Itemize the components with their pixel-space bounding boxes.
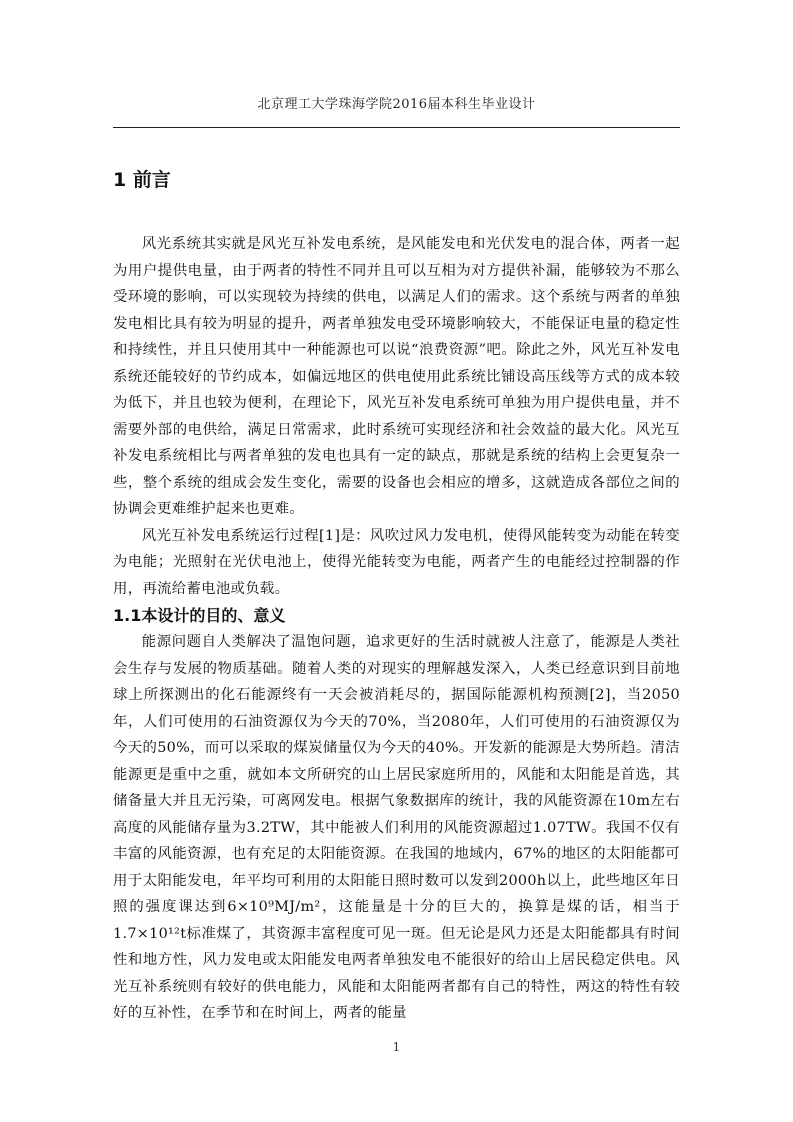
section-heading: 1 前言 bbox=[113, 169, 171, 191]
page-number: 1 bbox=[392, 1040, 401, 1054]
document-body bbox=[113, 160, 680, 1027]
paragraph-purpose: 能源问题自人类解决了温饱问题，追求更好的生活时就被人注意了，能源是人类社会生存与发展的物质基础。随着人类的对现实的理解越发深入，人类已经意识到目前地球上所探测出的化石能源终有一天会被消耗尽的，据国际能源机构预测[2]，当2050年，人们可使用的石油资源仅为今天的70%，当2080年，人们可使用的石油资源仅为今天的50%，而可以采取的煤炭储量仅为今天的40%。开发新的能源是大势所趋。清洁能源更是重中之重，就如本文所研究的山上居民家庭所用的，风能和太阳能是首选，其储备量大并且无污染，可离网发电。根据气象数据库的统计，我的风能资源在10m左右高度的风能储存量为3.2TW，其中能被人们利用的风能资源超过1.07TW。我国不仅有丰富的风能资源，也有充足的太阳能资源。在我国的地域内，67%的地区的太阳能都可用于太阳能发电，年平均可利用的太阳能日照时数可以发到2000h以上，此些地区年日照的强度课达到6×10⁹MJ/m²，这能量是十分的巨大的，换算是煤的话，相当于1.7×10¹²t标准煤了，其资源丰富程度可见一斑。但无论是风力还是太阳能都具有时间性和地方性，风力发电或太阳能发电两者单独发电不能很好的给山上居民稳定供电。风光互补系统则有较好的供电能力，风能和太阳能两者都有自己的特性，两这的特性有较好的互补性，在季节和在时间上，两者的能量 bbox=[113, 634, 680, 1021]
page-header: 北京理工大学珠海学院2016届本科生毕业设计 bbox=[257, 97, 536, 112]
subsection-heading: 1.1本设计的目的、意义 bbox=[113, 606, 286, 625]
header-divider bbox=[113, 127, 680, 128]
paragraph-intro: 风光系统其实就是风光互补发电系统，是风能发电和光伏发电的混合体，两者一起为用户提供电量，由于两者的特性不同并且可以互相为对方提供补漏，能够较为不那么受环境的影响，可以实现较为持续的供电，以满足人们的需求。这个系统与两者的单独发电相比具有较为明显的提升，两者单独发电受环境影响较大，不能保证电量的稳定性和持续性，并且只使用其中一种能源也可以说“浪费资源”吧。除此之外，风光互补发电系统还能较好的节约成本，如偏远地区的供电使用此系统比铺设高压线等方式的成本较为低下，并且也较为便利，在理论下，风光互补发电系统可单独为用户提供电量，并不需要外部的电供给，满足日常需求，此时系统可实现经济和社会效益的最大化。风光互补发电系统相比与两者单独的发电也具有一定的缺点，那就是系统的结构上会更复杂一些，整个系统的组成会发生变化，需要的设备也会相应的增多，这就造成各部位之间的协调会更难维护起来也更难。 bbox=[113, 236, 680, 517]
paragraph-process: 风光互补发电系统运行过程[1]是：风吹过风力发电机，使得风能转变为动能在转变为电能；光照射在光伏电池上，使得光能转变为电能，两者产生的电能经过控制器的作用，再流给蓄电池或负载。 bbox=[113, 527, 680, 597]
